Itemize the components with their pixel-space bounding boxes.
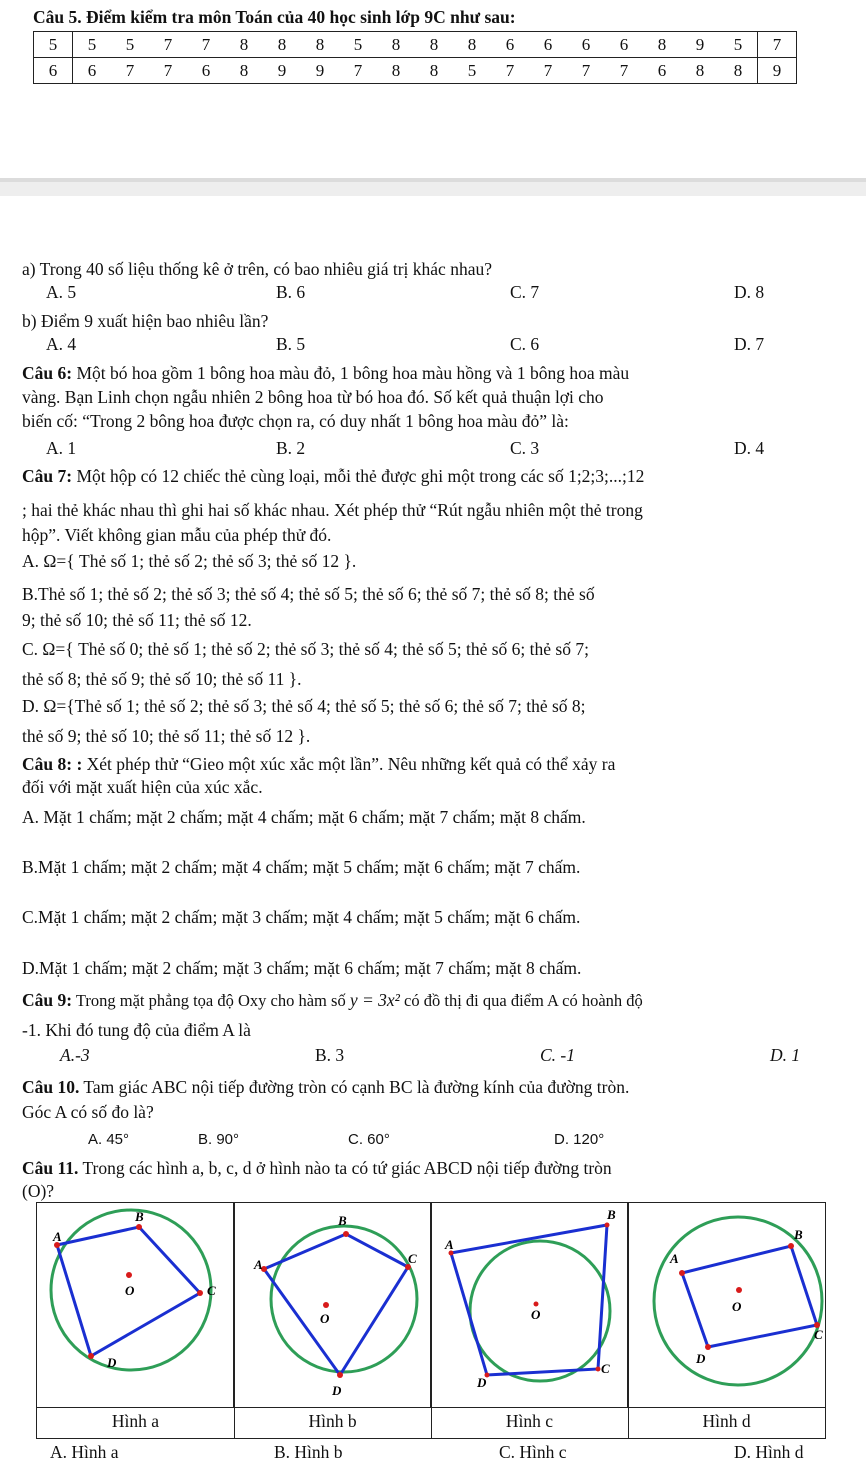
score-cell: 6 [529, 32, 567, 58]
q11-label: Câu 11. [22, 1158, 79, 1178]
q6-label: Câu 6: [22, 363, 73, 383]
q11-option-d[interactable]: D. Hình d [734, 1442, 804, 1462]
score-cell: 7 [339, 58, 377, 84]
score-cell: 5 [111, 32, 149, 58]
q6-option-d[interactable]: D. 4 [734, 438, 765, 458]
label-b: B [794, 1227, 803, 1242]
score-cell: 7 [567, 58, 605, 84]
q9-option-a[interactable]: A.-3 [60, 1045, 90, 1065]
score-cell: 7 [149, 32, 187, 58]
score-cell: 9 [263, 58, 301, 84]
label-c: C [408, 1251, 417, 1266]
q5b-option-d[interactable]: D. 7 [734, 334, 765, 354]
q11-option-c[interactable]: C. Hình c [499, 1442, 567, 1462]
q10-option-c[interactable]: C. 60° [348, 1131, 390, 1148]
q9-line-1 [22, 989, 643, 1012]
q9-label: Câu 9: [22, 990, 73, 1010]
score-cell: 8 [453, 32, 491, 58]
score-row-1 [34, 32, 797, 58]
score-cell: 8 [415, 32, 453, 58]
label-a: A [254, 1257, 263, 1272]
q7-label: Câu 7: [22, 466, 73, 486]
q5b-option-c[interactable]: C. 6 [510, 334, 540, 354]
label-d: D [477, 1375, 487, 1390]
score-cell: 8 [377, 58, 415, 84]
score-cell: 7 [111, 58, 149, 84]
score-cell: 8 [225, 58, 263, 84]
q5b-option-a[interactable]: A. 4 [46, 334, 77, 354]
q8-option-a[interactable]: A. Mặt 1 chấm; mặt 2 chấm; mặt 4 chấm; mặt 6 chấm; mặt 7 chấm; mặt 8 chấm. [22, 807, 586, 827]
q8-option-b[interactable]: B.Mặt 1 chấm; mặt 2 chấm; mặt 4 chấm; mặt 5 chấm; mặt 6 chấm; mặt 7 chấm. [22, 857, 581, 877]
score-cell: 6 [34, 58, 73, 84]
q7-line-1 [22, 465, 644, 487]
figure-d-diagram [628, 1203, 825, 1407]
score-cell: 8 [263, 32, 301, 58]
q11-option-a[interactable]: A. Hình a [50, 1442, 119, 1462]
q8-line-1 [22, 753, 615, 775]
q10-option-d[interactable]: D. 120° [554, 1131, 605, 1148]
q7-text-1: Một hộp có 12 chiếc thẻ cùng loại, mỗi thẻ được ghi một trong các số 1;2;3;...;12 [72, 466, 645, 486]
q5-title: Câu 5. Điểm kiểm tra môn Toán của 40 học sinh lớp 9C như sau: [33, 7, 516, 27]
q7-line-2: ; hai thẻ khác nhau thì ghi hai số khác nhau. Xét phép thử “Rút ngẫu nhiên một thẻ trong [22, 500, 643, 520]
label-d: D [107, 1355, 117, 1370]
score-cell: 8 [301, 32, 339, 58]
caption-c: Hình c [505, 1411, 554, 1431]
q11-text-1: Trong các hình a, b, c, d ở hình nào ta có tứ giác ABCD nội tiếp đường tròn [78, 1158, 612, 1178]
q8-option-c[interactable]: C.Mặt 1 chấm; mặt 2 chấm; mặt 3 chấm; mặt 4 chấm; mặt 5 chấm; mặt 6 chấm. [22, 907, 581, 927]
q7-line-3: hộp”. Viết không gian mẫu của phép thử đó. [22, 525, 332, 545]
q7-option-c-line-1[interactable]: C. Ω={ Thẻ số 0; thẻ số 1; thẻ số 2; thẻ số 3; thẻ số 4; thẻ số 5; thẻ số 6; thẻ số 7; [22, 639, 589, 659]
score-cell: 7 [758, 32, 797, 58]
score-cell: 8 [415, 58, 453, 84]
q6-option-a[interactable]: A. 1 [46, 438, 77, 458]
score-cell: 6 [567, 32, 605, 58]
label-o: O [531, 1307, 541, 1322]
label-d: D [696, 1351, 706, 1366]
score-cell: 8 [681, 58, 719, 84]
score-cell: 5 [453, 58, 491, 84]
q10-option-a[interactable]: A. 45° [88, 1131, 130, 1148]
q6-option-b[interactable]: B. 2 [276, 438, 306, 458]
q5a-option-d[interactable]: D. 8 [734, 282, 765, 302]
score-cell: 5 [73, 32, 112, 58]
q5a-option-c[interactable]: C. 7 [510, 282, 540, 302]
q10-text-1: Tam giác ABC nội tiếp đường tròn có cạnh BC là đường kính của đường tròn. [79, 1077, 630, 1097]
q9-option-d[interactable]: D. 1 [770, 1045, 801, 1065]
q6-line-3: biến cố: “Trong 2 bông hoa được chọn ra, có duy nhất 1 bông hoa màu đỏ” là: [22, 411, 569, 431]
q5b-option-b[interactable]: B. 5 [276, 334, 306, 354]
label-c: C [814, 1327, 823, 1342]
q11-line-2: (O)? [22, 1181, 55, 1201]
q9-formula: y = 3x² [349, 990, 400, 1010]
q11-line-1 [22, 1157, 612, 1179]
q10-option-b[interactable]: B. 90° [198, 1131, 240, 1148]
q8-text-1: Xét phép thử “Gieo một xúc xắc một lần”. Nêu những kết quả có thể xảy ra [82, 754, 616, 774]
score-cell: 8 [643, 32, 681, 58]
score-cell: 8 [377, 32, 415, 58]
separator-band [0, 182, 866, 196]
label-a: A [670, 1251, 679, 1266]
caption-b: Hình b [308, 1411, 357, 1431]
q8-label: Câu 8: : [22, 754, 83, 774]
figure-b-diagram [234, 1203, 431, 1407]
label-d: D [332, 1383, 342, 1398]
q7-option-d-line-2[interactable]: thẻ số 9; thẻ số 10; thẻ số 11; thẻ số 12 }. [22, 726, 311, 746]
label-c: C [601, 1361, 610, 1376]
figure-c-diagram [431, 1203, 628, 1407]
score-cell: 5 [719, 32, 758, 58]
figure-c [430, 1202, 629, 1408]
label-b: B [338, 1213, 347, 1228]
score-cell: 8 [719, 58, 758, 84]
caption-a: Hình a [111, 1411, 160, 1431]
q7-option-a[interactable]: A. Ω={ Thẻ số 1; thẻ số 2; thẻ số 3; thẻ số 12 }. [22, 551, 357, 571]
label-o: O [125, 1283, 135, 1298]
score-cell: 6 [187, 58, 225, 84]
figure-d [627, 1202, 826, 1408]
figure-captions [36, 1406, 826, 1439]
q6-option-c[interactable]: C. 3 [510, 438, 540, 458]
score-row-2 [34, 58, 797, 84]
figure-panel [36, 1202, 824, 1440]
score-cell: 7 [187, 32, 225, 58]
figure-a-diagram [37, 1203, 234, 1407]
score-cell: 5 [339, 32, 377, 58]
q10-label: Câu 10. [22, 1077, 80, 1097]
q9-option-c[interactable]: C. -1 [540, 1045, 575, 1065]
q7-option-c-line-2[interactable]: thẻ số 8; thẻ số 9; thẻ số 10; thẻ số 11 }. [22, 669, 302, 689]
q6-text-1: Một bó hoa gồm 1 bông hoa màu đỏ, 1 bông hoa màu hồng và 1 bông hoa màu [72, 363, 630, 383]
q6-line-1 [22, 362, 629, 384]
q7-option-b-line-2[interactable]: 9; thẻ số 10; thẻ số 11; thẻ số 12. [22, 610, 252, 630]
q8-option-d[interactable]: D.Mặt 1 chấm; mặt 2 chấm; mặt 3 chấm; mặt 6 chấm; mặt 7 chấm; mặt 8 chấm. [22, 958, 582, 978]
q11-option-b[interactable]: B. Hình b [274, 1442, 343, 1462]
q8-line-2: đối với mặt xuất hiện của xúc xắc. [22, 777, 263, 797]
label-c: C [207, 1283, 216, 1298]
q9-text-1b: có đồ thị đi qua điểm A có hoành độ [399, 991, 643, 1010]
score-cell: 6 [73, 58, 112, 84]
q10-line-2: Góc A có số đo là? [22, 1102, 154, 1122]
score-cell: 6 [643, 58, 681, 84]
label-a: A [445, 1237, 454, 1252]
q9-line-2: -1. Khi đó tung độ của điểm A là [22, 1020, 251, 1040]
score-cell: 5 [34, 32, 73, 58]
score-cell: 9 [301, 58, 339, 84]
label-o: O [732, 1299, 742, 1314]
q9-text-1a: Trong mặt phẳng tọa độ Oxy cho hàm số [72, 991, 350, 1010]
label-b: B [135, 1209, 144, 1224]
caption-d: Hình d [702, 1411, 751, 1431]
score-cell: 7 [149, 58, 187, 84]
score-cell: 7 [605, 58, 643, 84]
label-b: B [607, 1207, 616, 1222]
figure-a [36, 1202, 235, 1408]
score-cell: 6 [605, 32, 643, 58]
q5a-text: a) Trong 40 số liệu thống kê ở trên, có bao nhiêu giá trị khác nhau? [22, 259, 492, 279]
score-cell: 7 [491, 58, 529, 84]
q5a-option-a[interactable]: A. 5 [46, 282, 77, 302]
figure-b [233, 1202, 432, 1408]
q7-option-b-line-1[interactable]: B.Thẻ số 1; thẻ số 2; thẻ số 3; thẻ số 4; thẻ số 5; thẻ số 6; thẻ số 7; thẻ số 8; thẻ số [22, 584, 595, 604]
score-cell: 7 [529, 58, 567, 84]
score-cell: 9 [681, 32, 719, 58]
label-a: A [53, 1229, 62, 1244]
q6-line-2: vàng. Bạn Linh chọn ngẫu nhiên 2 bông hoa từ bó hoa đó. Số kết quả thuận lợi cho [22, 387, 604, 407]
q5b-text: b) Điểm 9 xuất hiện bao nhiêu lần? [22, 311, 269, 331]
q7-option-d-line-1[interactable]: D. Ω={Thẻ số 1; thẻ số 2; thẻ số 3; thẻ số 4; thẻ số 5; thẻ số 6; thẻ số 7; thẻ số 8; [22, 696, 586, 716]
q10-line-1 [22, 1076, 629, 1098]
score-cell: 6 [491, 32, 529, 58]
q9-option-b[interactable]: B. 3 [315, 1045, 345, 1065]
q5a-option-b[interactable]: B. 6 [276, 282, 306, 302]
label-o: O [320, 1311, 330, 1326]
score-table [33, 31, 797, 84]
score-cell: 8 [225, 32, 263, 58]
score-cell: 9 [758, 58, 797, 84]
